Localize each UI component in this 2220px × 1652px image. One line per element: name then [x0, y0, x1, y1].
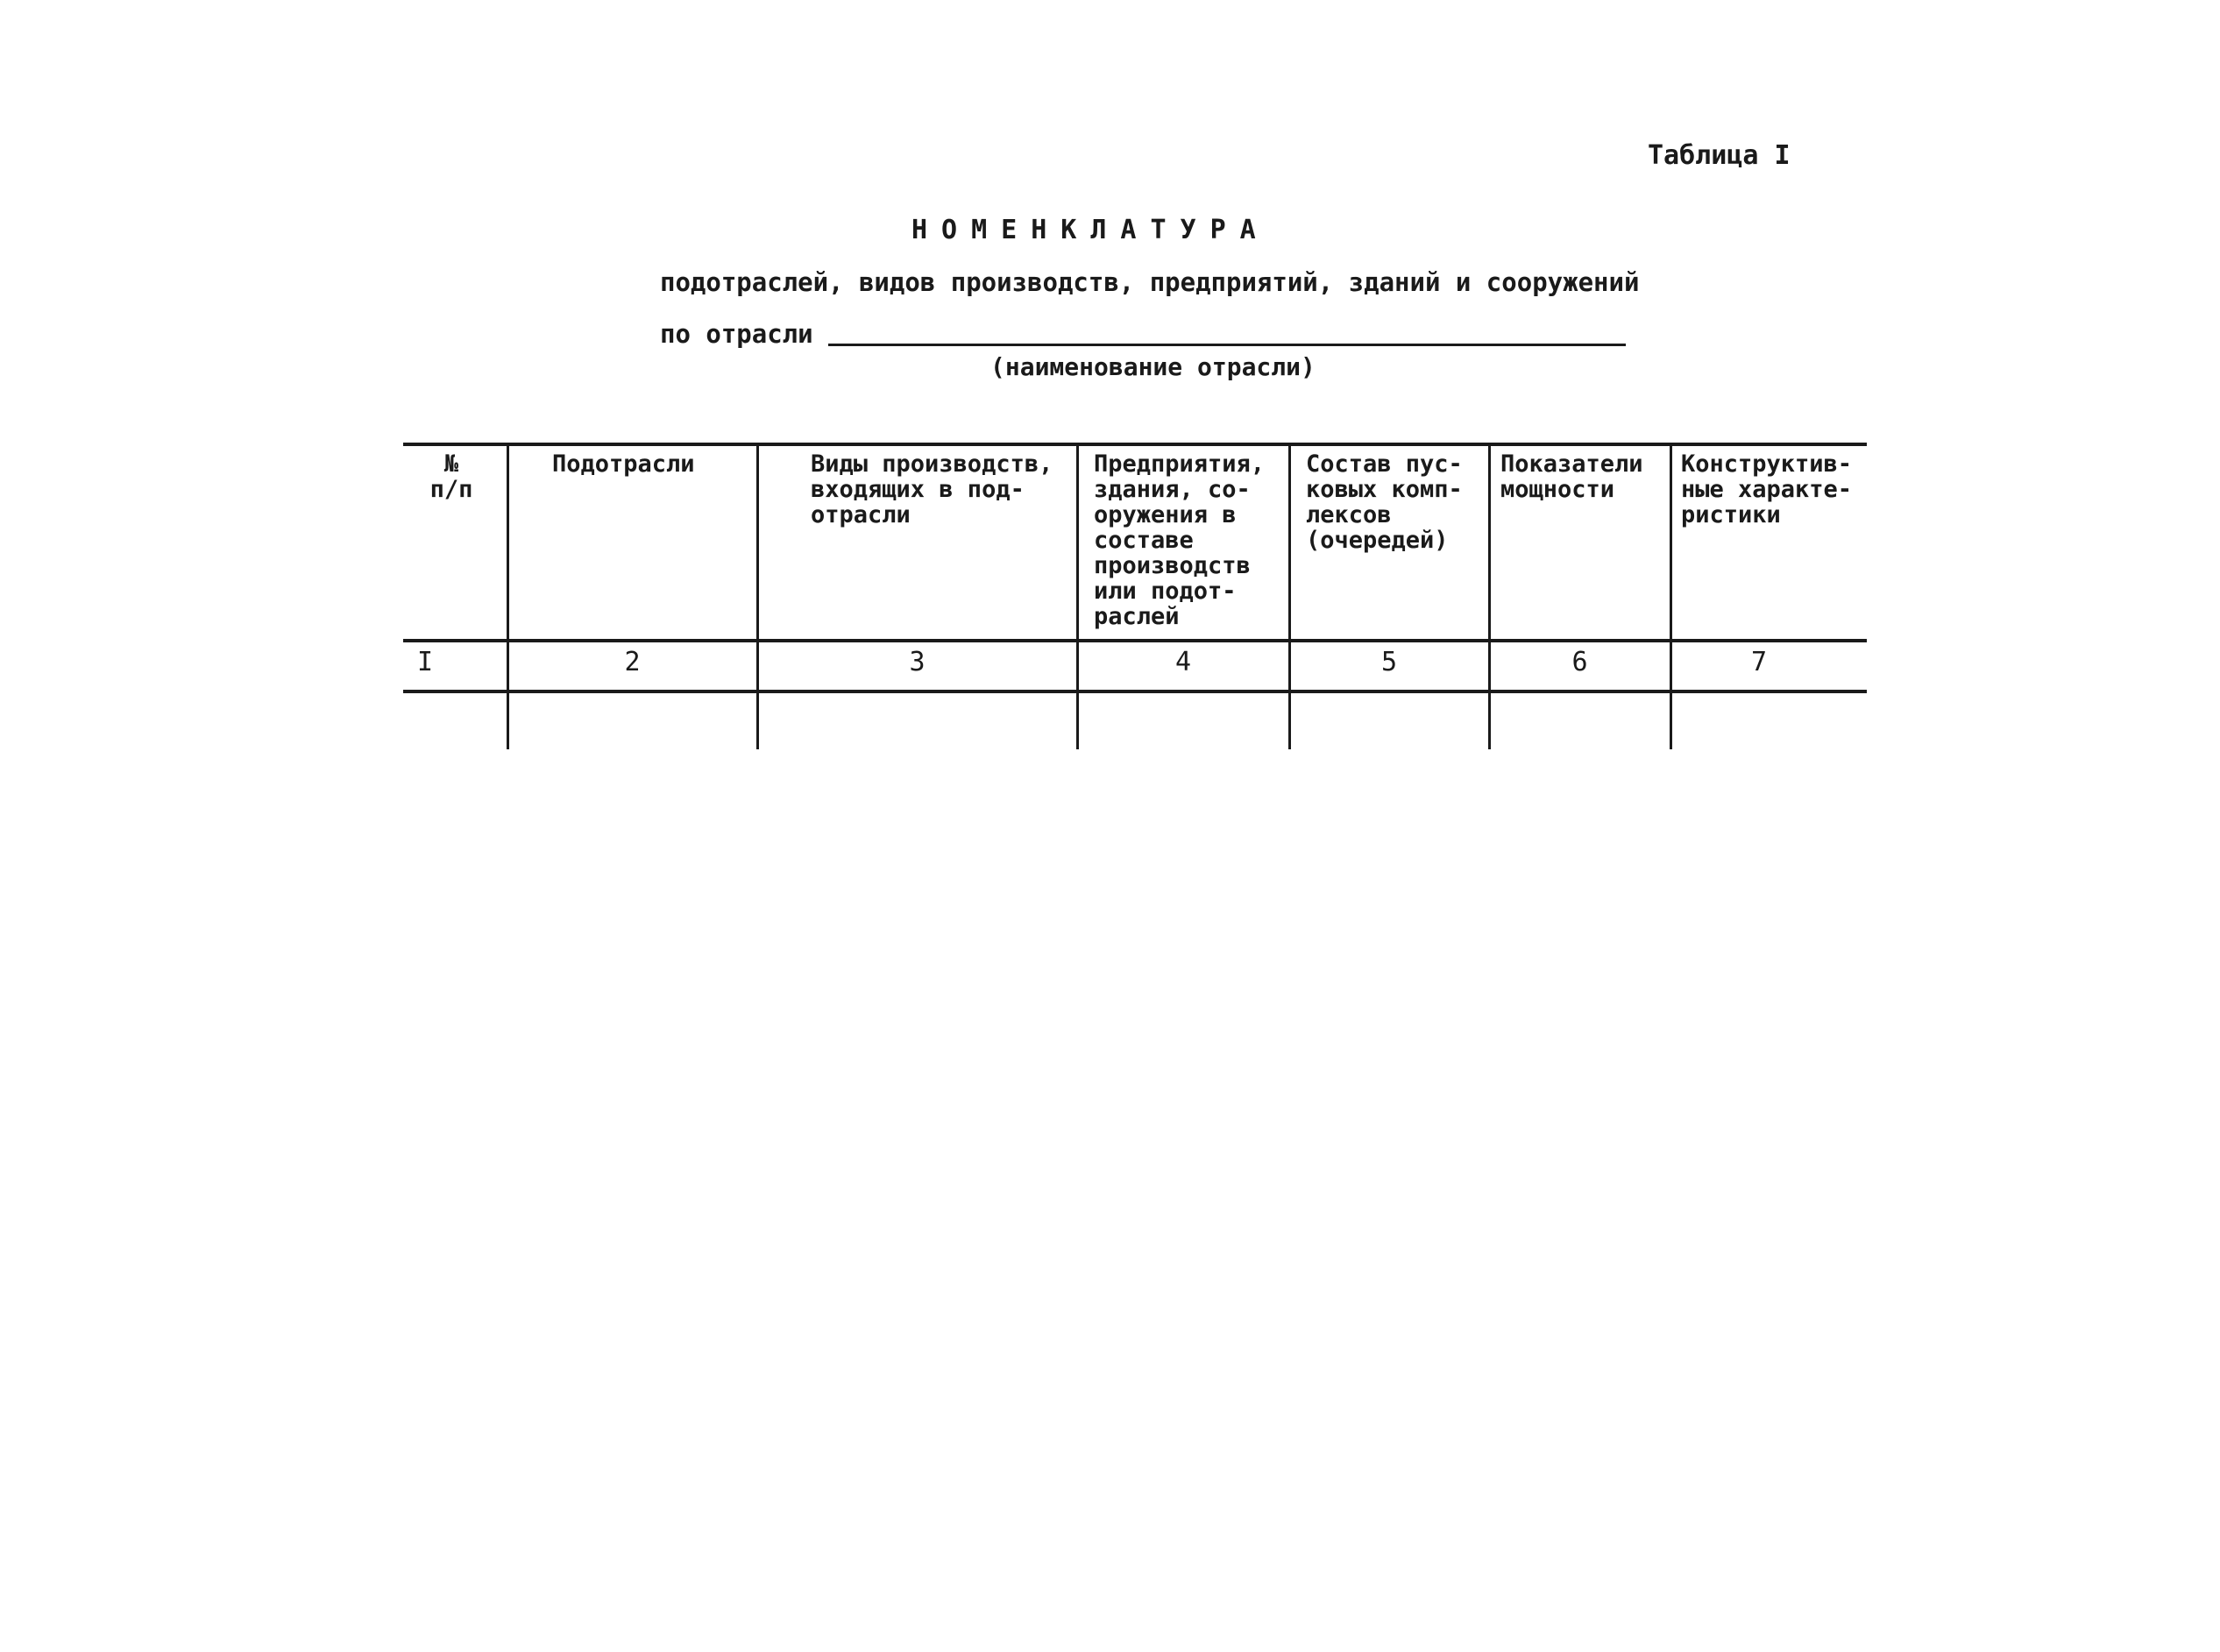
table-label: Таблица I	[1648, 140, 1791, 171]
column-divider	[1670, 443, 1672, 749]
column-heading-number: № п/п	[429, 450, 473, 503]
document-subtitle: подотраслей, видов производств, предприятий, зданий и сооружений	[660, 267, 1640, 297]
column-number: 4	[1174, 647, 1192, 677]
column-heading-production-types: Виды производств, входящих в под- отрасли	[811, 450, 1053, 528]
column-number: 5	[1380, 647, 1398, 677]
column-divider	[1488, 443, 1491, 749]
document-title: НОМЕНКЛАТУРА	[911, 215, 1270, 245]
column-divider	[756, 443, 759, 749]
table-numbers-rule	[403, 690, 1867, 693]
industry-hint: (наименование отрасли)	[990, 352, 1316, 381]
industry-blank-line	[828, 344, 1626, 346]
column-divider	[507, 443, 509, 749]
column-number: 6	[1571, 647, 1588, 677]
industry-prefix: по отрасли	[660, 319, 813, 349]
column-divider	[1076, 443, 1079, 749]
table-header-rule	[403, 639, 1867, 642]
column-number: 7	[1750, 647, 1768, 677]
column-divider	[1288, 443, 1291, 749]
column-heading-capacity: Показатели мощности	[1500, 450, 1643, 503]
column-number: I	[416, 647, 434, 677]
column-heading-launch-complexes: Состав пус- ковых комп- лексов (очередей)	[1306, 450, 1463, 554]
column-heading-subindustries: Подотрасли	[552, 450, 695, 478]
column-heading-enterprises: Предприятия, здания, со- оружения в составе производств или подот- раслей	[1094, 450, 1266, 630]
column-number: 2	[624, 647, 641, 677]
table-top-rule	[403, 443, 1867, 446]
column-number: 3	[909, 647, 926, 677]
column-heading-design-characteristics: Конструктив- ные характе- ристики	[1681, 450, 1853, 528]
